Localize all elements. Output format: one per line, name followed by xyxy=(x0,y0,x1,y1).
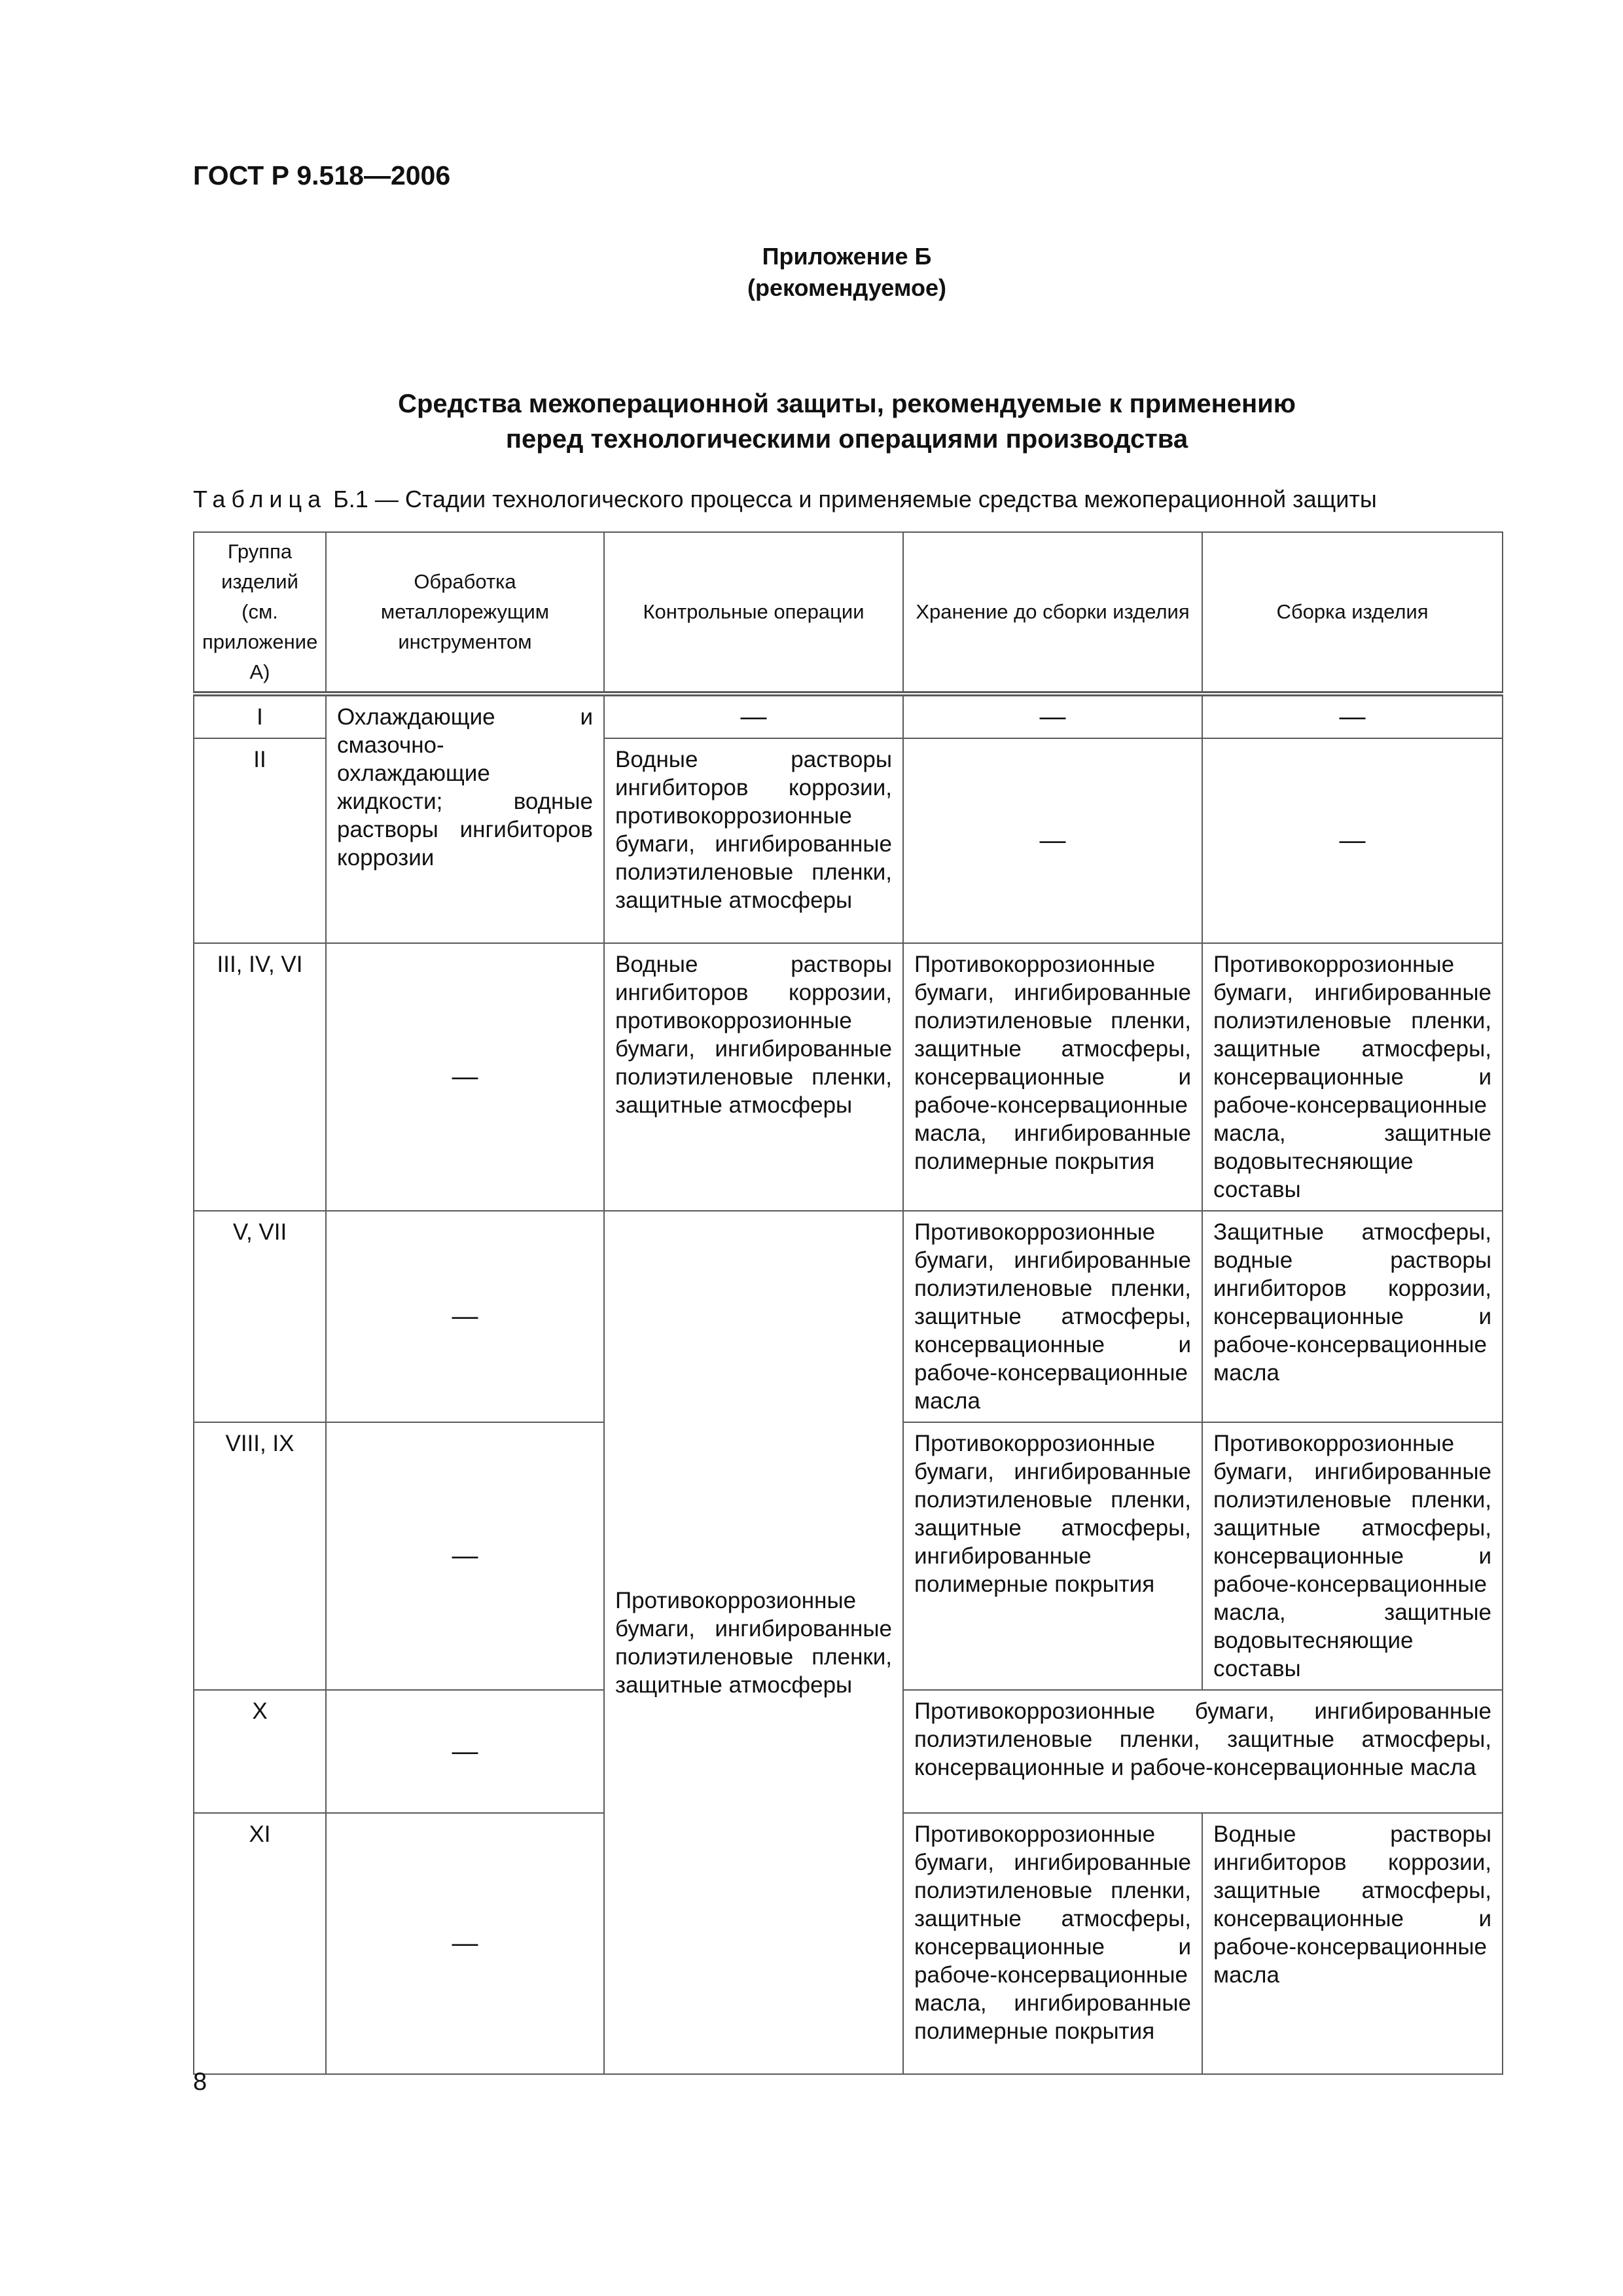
header-product-group: Группа изделий (см. приложение А) xyxy=(194,532,326,694)
storage-cell: Противокоррозионные бумаги, ингибированные полиэтиленовые пленки, защитные атмосферы, консервационные и рабоче-консервационные масла xyxy=(903,1211,1202,1422)
machining-cell: — xyxy=(326,1211,604,1422)
storage-cell: — xyxy=(903,694,1202,738)
table-caption xyxy=(193,486,1377,513)
table-caption-text: Б.1 — Стадии технологического процесса и применяемые средства межоперационной защиты xyxy=(333,486,1377,512)
assembly-cell: Противокоррозионные бумаги, ингибированные полиэтиленовые пленки, защитные атмосферы, консервационные и рабоче-консервационные масла, защитные водовытесняющие составы xyxy=(1202,943,1503,1211)
table-row xyxy=(194,943,1503,1211)
page-number: 8 xyxy=(193,2068,207,2096)
annex-status: (рекомендуемое) xyxy=(747,274,946,301)
assembly-cell: Противокоррозионные бумаги, ингибированные полиэтиленовые пленки, защитные атмосферы, консервационные и рабоче-консервационные масла, защитные водовытесняющие составы xyxy=(1202,1422,1503,1690)
machining-cell: — xyxy=(326,1813,604,2074)
header-control-operations: Контрольные операции xyxy=(604,532,903,694)
storage-assembly-cell: Противокоррозионные бумаги, ингибированные полиэтиленовые пленки, защитные атмосферы, консервационные и рабоче-консервационные масла xyxy=(903,1690,1503,1813)
header-assembly: Сборка изделия xyxy=(1202,532,1503,694)
table-caption-label: Таблица xyxy=(193,486,327,512)
table-row xyxy=(194,694,1503,738)
machining-cell: Охлаждающие и смазочно-охлаждающие жидкости; водные растворы ингибиторов коррозии xyxy=(326,694,604,943)
heading-line-2: перед технологическими операциями производства xyxy=(505,425,1188,454)
machining-cell: — xyxy=(326,1422,604,1690)
document-code: ГОСТ Р 9.518—2006 xyxy=(193,160,451,190)
section-heading xyxy=(0,386,1623,457)
storage-cell: Противокоррозионные бумаги, ингибированные полиэтиленовые пленки, защитные атмосферы, консервационные и рабоче-консервационные масла, ингибированные полимерные покрытия xyxy=(903,943,1202,1211)
storage-cell: Противокоррозионные бумаги, ингибированные полиэтиленовые пленки, защитные атмосферы, консервационные и рабоче-консервационные масла, ингибированные полимерные покрытия xyxy=(903,1813,1202,2074)
group-cell: VIII, IX xyxy=(194,1422,326,1690)
assembly-cell: — xyxy=(1202,738,1503,943)
protection-means-table xyxy=(193,531,1503,2075)
assembly-cell: Защитные атмосферы, водные растворы ингибиторов коррозии, консервационные и рабоче-консервационные масла xyxy=(1202,1211,1503,1422)
assembly-cell: — xyxy=(1202,694,1503,738)
storage-cell: Противокоррозионные бумаги, ингибированные полиэтиленовые пленки, защитные атмосферы, ингибированные полимерные покрытия xyxy=(903,1422,1202,1690)
control-cell: Водные растворы ингибиторов коррозии, противокоррозионные бумаги, ингибированные полиэтиленовые пленки, защитные атмосферы xyxy=(604,738,903,943)
control-cell: Водные растворы ингибиторов коррозии, противокоррозионные бумаги, ингибированные полиэтиленовые пленки, защитные атмосферы xyxy=(604,943,903,1211)
group-cell: XI xyxy=(194,1813,326,2074)
header-machining: Обработка металлорежущим инструментом xyxy=(326,532,604,694)
assembly-cell: Водные растворы ингибиторов коррозии, защитные атмосферы, консервационные и рабоче-консервационные масла xyxy=(1202,1813,1503,2074)
header-storage-before-assembly: Хранение до сборки изделия xyxy=(903,532,1202,694)
annex-header xyxy=(0,241,1623,304)
machining-cell: — xyxy=(326,1690,604,1813)
group-cell: I xyxy=(194,694,326,738)
table-header-row xyxy=(194,532,1503,694)
table-row xyxy=(194,1211,1503,1422)
control-cell: — xyxy=(604,694,903,738)
annex-title: Приложение Б xyxy=(762,243,932,270)
group-cell: V, VII xyxy=(194,1211,326,1422)
machining-cell: — xyxy=(326,943,604,1211)
control-cell: Противокоррозионные бумаги, ингибированные полиэтиленовые пленки, защитные атмосферы xyxy=(604,1211,903,2074)
heading-line-1: Средства межоперационной защиты, рекомендуемые к применению xyxy=(398,389,1296,418)
group-cell: X xyxy=(194,1690,326,1813)
group-cell: III, IV, VI xyxy=(194,943,326,1211)
storage-cell: — xyxy=(903,738,1202,943)
group-cell: II xyxy=(194,738,326,943)
